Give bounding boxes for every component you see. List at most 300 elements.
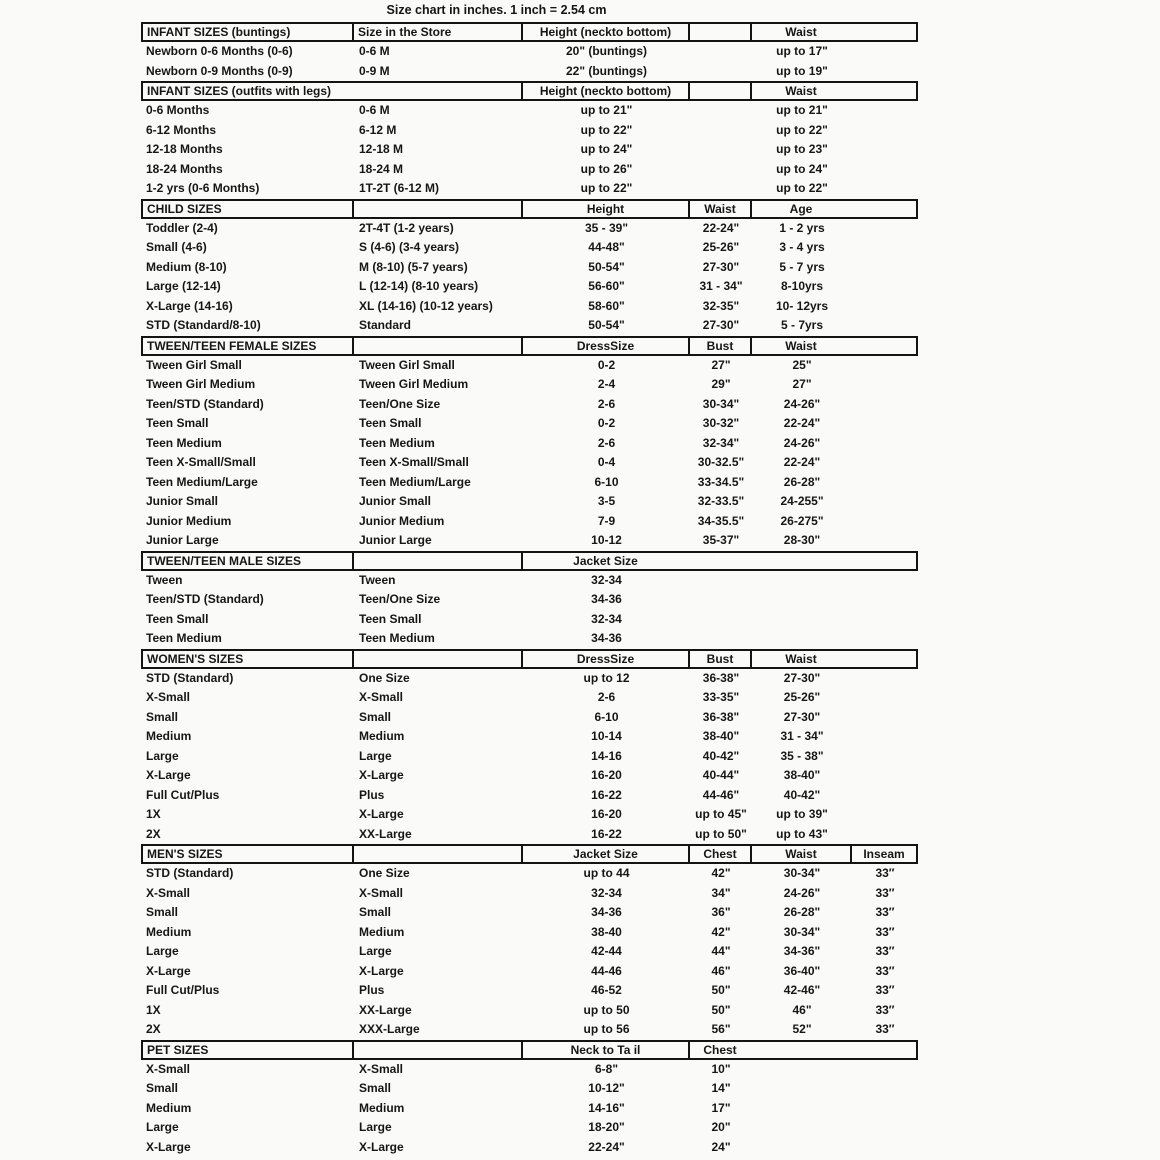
section-header-child bbox=[141, 199, 918, 219]
table-cell: Junior Medium bbox=[359, 513, 445, 528]
table-cell: 24-26" bbox=[783, 435, 821, 450]
table-row bbox=[141, 492, 918, 512]
table-cell: 52" bbox=[792, 1022, 812, 1036]
header-cell bbox=[354, 651, 523, 667]
table-row bbox=[141, 160, 918, 180]
table-cell: Teen Medium bbox=[359, 435, 435, 450]
table-cell bbox=[690, 101, 752, 121]
table-cell: Medium bbox=[359, 729, 405, 743]
table-row bbox=[141, 42, 918, 62]
table-cell: 40-42" bbox=[783, 787, 821, 802]
table-row bbox=[141, 981, 918, 1001]
table-cell: 0-6 M bbox=[359, 44, 390, 58]
table-cell: X-Small bbox=[359, 1061, 404, 1076]
table-row bbox=[141, 669, 918, 689]
header-cell: Age bbox=[789, 201, 813, 216]
table-cell: Tween Girl Small bbox=[359, 357, 455, 372]
table-row bbox=[141, 1020, 918, 1040]
table-cell: Small (4-6) bbox=[146, 240, 207, 254]
header-cell bbox=[354, 1042, 523, 1058]
table-cell: 10-14 bbox=[591, 729, 622, 743]
table-cell: Small bbox=[146, 905, 179, 919]
table-cell: 1X bbox=[146, 807, 161, 821]
table-cell: 31 - 34" bbox=[699, 279, 743, 293]
table-cell: 40-44" bbox=[702, 768, 740, 782]
table-cell: M (8-10) (5-7 years) bbox=[359, 259, 468, 274]
table-row bbox=[141, 414, 918, 434]
table-row bbox=[141, 590, 918, 610]
table-cell: 46" bbox=[711, 963, 731, 978]
table-cell: Large bbox=[359, 748, 392, 763]
table-cell: 3 - 4 yrs bbox=[779, 240, 825, 254]
table-cell: 42-46" bbox=[783, 983, 821, 997]
table-cell: X-Small bbox=[359, 885, 404, 900]
table-cell: Newborn 0-6 Months (0-6) bbox=[146, 44, 293, 58]
table-cell: X-Large bbox=[146, 768, 191, 782]
table-cell bbox=[690, 160, 752, 180]
header-cell: Jacket Size bbox=[573, 553, 638, 568]
table-cell bbox=[690, 179, 752, 199]
header-cell: TWEEN/TEEN FEMALE SIZES bbox=[143, 338, 354, 354]
table-row bbox=[141, 688, 918, 708]
table-row bbox=[141, 356, 918, 376]
table-cell: Tween Girl Medium bbox=[359, 377, 469, 391]
table-cell: XL (14-16) (10-12 years) bbox=[359, 298, 493, 313]
table-row bbox=[141, 1138, 918, 1158]
table-row bbox=[141, 903, 918, 923]
table-cell: 1T-2T (6-12 M) bbox=[359, 181, 440, 195]
table-cell bbox=[690, 42, 752, 62]
table-cell: Teen Medium bbox=[359, 631, 435, 645]
table-cell: 0-4 bbox=[597, 455, 616, 469]
table-cell bbox=[690, 121, 752, 141]
chart-title: Size chart in inches. 1 inch = 2.54 cm bbox=[386, 3, 607, 17]
table-cell: 6-12 Months bbox=[146, 122, 217, 137]
table-row bbox=[141, 1118, 918, 1138]
table-cell: up to 12 bbox=[583, 670, 630, 685]
header-cell: DressSize bbox=[523, 651, 690, 667]
table-cell: Junior Medium bbox=[146, 513, 232, 528]
table-cell: 30-32" bbox=[702, 416, 740, 430]
table-cell: up to 22" bbox=[776, 122, 828, 137]
table-cell: 32-34" bbox=[702, 435, 740, 450]
table-cell: 6-8" bbox=[594, 1061, 619, 1076]
table-cell: Medium bbox=[359, 924, 405, 939]
table-row bbox=[141, 571, 918, 591]
table-cell: up to 24" bbox=[776, 161, 828, 176]
table-cell: 16-20 bbox=[591, 807, 622, 821]
table-cell: 6-12 M bbox=[359, 122, 397, 137]
table-cell: 25-26" bbox=[702, 240, 740, 254]
table-row bbox=[141, 629, 918, 649]
header-cell: Height (neckto bottom) bbox=[523, 24, 690, 40]
table-row bbox=[141, 219, 918, 239]
table-row bbox=[141, 786, 918, 806]
table-cell: 0-2 bbox=[597, 357, 616, 372]
header-cell: Waist bbox=[690, 201, 752, 217]
table-cell: X-Small bbox=[146, 885, 191, 900]
table-cell: 46-52 bbox=[591, 983, 622, 997]
table-cell: Large bbox=[359, 944, 392, 958]
table-cell: up to 22" bbox=[776, 181, 828, 195]
header-cell: WOMEN'S SIZES bbox=[143, 651, 354, 667]
table-cell: Teen Medium bbox=[146, 631, 222, 645]
table-cell: Medium bbox=[359, 1100, 405, 1115]
table-row bbox=[141, 473, 918, 493]
table-cell: Medium bbox=[146, 729, 192, 743]
table-row bbox=[141, 512, 918, 532]
table-cell: 27-30" bbox=[702, 318, 740, 332]
table-cell: 10-12" bbox=[588, 1081, 625, 1095]
table-cell: 30-34" bbox=[702, 396, 740, 411]
table-cell: STD (Standard) bbox=[146, 866, 234, 880]
table-cell: 3-5 bbox=[597, 494, 616, 508]
table-cell: 14-16" bbox=[588, 1100, 625, 1115]
header-cell: Size in the Store bbox=[354, 24, 523, 40]
table-cell: 16-22 bbox=[591, 826, 622, 841]
table-cell: Tween Girl Medium bbox=[146, 377, 256, 391]
table-cell: 18-20" bbox=[588, 1120, 625, 1134]
section-header-tween-teen-male bbox=[141, 551, 918, 571]
header-cell: Waist bbox=[785, 651, 817, 666]
table-cell: X-Large bbox=[146, 963, 191, 978]
table-cell: XX-Large bbox=[359, 1002, 412, 1017]
table-cell: 2-6 bbox=[597, 396, 616, 411]
table-cell: XX-Large bbox=[359, 826, 412, 841]
table-cell: Tween bbox=[146, 572, 183, 587]
table-cell: 32-35" bbox=[702, 298, 740, 313]
header-cell: Chest bbox=[690, 846, 752, 862]
table-row bbox=[141, 942, 918, 962]
table-cell: 1 - 2 yrs bbox=[779, 220, 825, 235]
header-cell: PET SIZES bbox=[143, 1042, 354, 1058]
table-cell: 18-24 M bbox=[359, 161, 404, 176]
table-cell: 24-26" bbox=[783, 885, 821, 900]
table-cell: 10" bbox=[711, 1061, 731, 1076]
table-cell: Teen Medium bbox=[146, 435, 222, 450]
table-cell: 33″ bbox=[875, 905, 895, 919]
table-cell: Teen Medium/Large bbox=[146, 474, 258, 489]
table-cell: 2X bbox=[146, 1022, 161, 1036]
table-cell: X-Large bbox=[359, 807, 404, 821]
table-cell: Standard bbox=[359, 318, 412, 332]
table-cell: Junior Small bbox=[146, 494, 219, 508]
table-cell: 36-38" bbox=[702, 670, 740, 685]
table-cell: 26-28" bbox=[783, 905, 821, 919]
table-row bbox=[141, 297, 918, 317]
table-cell: 32-34 bbox=[591, 885, 622, 900]
table-cell: Large bbox=[146, 944, 179, 958]
table-cell: Teen/One Size bbox=[359, 592, 441, 606]
table-row bbox=[141, 375, 918, 395]
table-cell: Newborn 0-9 Months (0-9) bbox=[146, 63, 293, 78]
table-cell: 20" (buntings) bbox=[565, 44, 648, 58]
table-cell: Teen Small bbox=[146, 611, 209, 626]
table-cell: Small bbox=[146, 1081, 179, 1095]
header-cell: Jacket Size bbox=[523, 846, 690, 862]
table-cell: 22-24" bbox=[783, 455, 821, 469]
table-cell: 0-6 M bbox=[359, 103, 390, 117]
table-cell: up to 22" bbox=[580, 122, 633, 137]
table-cell: 6-10 bbox=[594, 474, 619, 489]
table-cell: 2T-4T (1-2 years) bbox=[359, 220, 454, 235]
section-header-infant-buntings bbox=[141, 22, 918, 42]
table-cell: X-Large bbox=[359, 1139, 404, 1154]
table-cell: Junior Large bbox=[146, 533, 219, 547]
table-row bbox=[141, 101, 918, 121]
table-row bbox=[141, 531, 918, 551]
table-row bbox=[141, 395, 918, 415]
table-cell: 33″ bbox=[875, 885, 895, 900]
header-cell: Waist bbox=[785, 84, 817, 98]
table-cell: 16-20 bbox=[591, 768, 622, 782]
table-cell: 16-22 bbox=[591, 787, 622, 802]
size-chart-table bbox=[141, 22, 918, 1157]
table-cell: 30-32.5" bbox=[697, 455, 745, 469]
table-cell: 44" bbox=[711, 944, 731, 958]
table-cell: 1-2 yrs (0-6 Months) bbox=[146, 181, 260, 195]
table-row bbox=[141, 179, 918, 199]
table-cell: Teen X-Small/Small bbox=[146, 455, 256, 469]
header-cell bbox=[354, 553, 523, 569]
table-row bbox=[141, 962, 918, 982]
table-cell: 29" bbox=[711, 377, 731, 391]
table-cell: Small bbox=[146, 709, 179, 724]
table-cell: L (12-14) (8-10 years) bbox=[359, 279, 479, 293]
table-row bbox=[141, 1099, 918, 1119]
table-cell: 25" bbox=[792, 357, 812, 372]
table-cell: up to 39" bbox=[776, 807, 828, 821]
table-cell: 1X bbox=[146, 1002, 161, 1017]
table-cell: up to 21" bbox=[776, 103, 828, 117]
header-cell: Inseam bbox=[863, 847, 905, 861]
table-cell: 25-26" bbox=[783, 690, 821, 704]
table-cell: 36-38" bbox=[702, 709, 740, 724]
table-cell: 7-9 bbox=[597, 513, 616, 528]
table-row bbox=[141, 864, 918, 884]
table-cell: 34-35.5" bbox=[697, 513, 745, 528]
table-cell: STD (Standard) bbox=[146, 670, 234, 685]
table-cell: 26-275" bbox=[780, 513, 824, 528]
header-cell: Waist bbox=[785, 25, 817, 39]
table-cell: 17" bbox=[711, 1100, 731, 1115]
table-cell: 33″ bbox=[875, 963, 895, 978]
table-row bbox=[141, 121, 918, 141]
table-cell: up to 56 bbox=[583, 1022, 630, 1036]
table-cell: Medium bbox=[146, 1100, 192, 1115]
table-cell: 2-6 bbox=[597, 690, 616, 704]
header-cell bbox=[354, 338, 523, 354]
header-cell: CHILD SIZES bbox=[143, 201, 354, 217]
header-cell: MEN'S SIZES bbox=[143, 846, 354, 862]
table-row bbox=[141, 62, 918, 82]
table-cell: 2-4 bbox=[597, 377, 616, 391]
table-cell bbox=[690, 62, 752, 82]
header-cell bbox=[690, 24, 752, 40]
table-cell: Plus bbox=[359, 787, 385, 802]
table-cell: 33-35" bbox=[702, 690, 740, 704]
table-cell: Teen Medium/Large bbox=[359, 474, 471, 489]
table-row bbox=[141, 610, 918, 630]
header-cell: Chest bbox=[703, 1042, 737, 1057]
table-cell: Large (12-14) bbox=[146, 279, 221, 293]
header-cell: Height bbox=[523, 201, 690, 217]
table-row bbox=[141, 434, 918, 454]
table-cell: 27-30" bbox=[783, 709, 821, 724]
table-cell: 27" bbox=[792, 377, 812, 391]
table-cell: 22-24" bbox=[783, 416, 821, 430]
table-cell: 33″ bbox=[875, 1022, 895, 1036]
table-cell: Medium (8-10) bbox=[146, 259, 227, 274]
table-cell: 0-6 Months bbox=[146, 103, 210, 117]
table-row bbox=[141, 805, 918, 825]
header-cell bbox=[354, 201, 523, 217]
table-cell: 10- 12yrs bbox=[775, 298, 829, 313]
table-cell: 28-30" bbox=[783, 533, 821, 547]
table-cell: 36" bbox=[711, 905, 731, 919]
header-cell: INFANT SIZES (outfits with legs) bbox=[143, 83, 523, 99]
table-cell: 56" bbox=[711, 1022, 731, 1036]
table-cell: 42-44 bbox=[591, 944, 622, 958]
table-cell: 22" (buntings) bbox=[565, 63, 648, 78]
table-cell: 33-34.5" bbox=[697, 474, 745, 489]
table-cell: 2-6 bbox=[597, 435, 616, 450]
table-cell: 44-46 bbox=[591, 963, 622, 978]
section-header-pet bbox=[141, 1040, 918, 1060]
table-cell: Medium bbox=[146, 924, 192, 939]
header-cell: INFANT SIZES (buntings) bbox=[143, 24, 354, 40]
table-cell: Small bbox=[359, 709, 392, 724]
table-cell: 30-34" bbox=[783, 924, 821, 939]
table-cell: up to 44 bbox=[583, 866, 630, 880]
table-row bbox=[141, 1060, 918, 1080]
table-cell: Small bbox=[359, 1081, 392, 1095]
table-cell: Teen X-Small/Small bbox=[359, 455, 469, 469]
table-cell: up to 21" bbox=[580, 103, 633, 117]
table-row bbox=[141, 277, 918, 297]
table-row bbox=[141, 766, 918, 786]
table-cell: 34-36" bbox=[783, 944, 821, 958]
table-cell: 0-9 M bbox=[359, 63, 390, 78]
table-cell: X-Small bbox=[146, 690, 191, 704]
table-cell: 36-40" bbox=[783, 963, 821, 978]
header-cell bbox=[690, 83, 752, 99]
table-cell: 50-54" bbox=[588, 259, 625, 274]
table-row bbox=[141, 316, 918, 336]
table-cell: 27-30" bbox=[702, 259, 740, 274]
table-cell: 34" bbox=[711, 885, 731, 900]
table-cell: One Size bbox=[359, 670, 410, 685]
table-cell: 20" bbox=[711, 1120, 731, 1134]
table-cell: 34-36 bbox=[591, 592, 622, 606]
table-cell: 6-10 bbox=[594, 709, 619, 724]
header-cell: TWEEN/TEEN MALE SIZES bbox=[143, 553, 354, 569]
table-cell: Teen/STD (Standard) bbox=[146, 396, 264, 411]
table-cell: 38-40" bbox=[702, 729, 740, 743]
table-cell: X-Large bbox=[146, 1139, 191, 1154]
table-row bbox=[141, 1079, 918, 1099]
table-cell: 44-48" bbox=[588, 240, 625, 254]
table-row bbox=[141, 238, 918, 258]
table-cell: 12-18 Months bbox=[146, 142, 223, 156]
table-cell: 2X bbox=[146, 826, 161, 841]
table-cell: up to 22" bbox=[580, 181, 633, 195]
table-cell: X-Small bbox=[359, 690, 404, 704]
table-cell: 32-33.5" bbox=[697, 494, 745, 508]
table-cell: Teen/One Size bbox=[359, 396, 441, 411]
table-cell: 30-34" bbox=[783, 866, 821, 880]
table-cell: 50" bbox=[711, 1002, 731, 1017]
table-cell: 22-24" bbox=[588, 1139, 625, 1154]
table-row bbox=[141, 923, 918, 943]
table-row bbox=[141, 140, 918, 160]
table-cell: 42" bbox=[711, 924, 731, 939]
table-cell: X-Large (14-16) bbox=[146, 298, 233, 313]
table-cell: 58-60" bbox=[588, 298, 625, 313]
table-cell: X-Large bbox=[359, 768, 404, 782]
header-cell: Height (neckto bottom) bbox=[523, 83, 690, 99]
header-cell: Bust bbox=[690, 338, 752, 354]
table-cell: Small bbox=[359, 905, 392, 919]
table-cell: up to 45" bbox=[695, 807, 747, 821]
table-row bbox=[141, 453, 918, 473]
table-cell: 50-54" bbox=[588, 318, 625, 332]
table-cell: up to 43" bbox=[776, 826, 828, 841]
table-cell: 34-36 bbox=[591, 905, 622, 919]
table-cell: 40-42" bbox=[702, 748, 740, 763]
table-cell: 38-40" bbox=[783, 768, 821, 782]
table-cell: 35 - 39" bbox=[584, 220, 629, 235]
table-cell: Teen/STD (Standard) bbox=[146, 592, 264, 606]
table-cell: Junior Small bbox=[359, 494, 432, 508]
table-cell: 44-46" bbox=[702, 787, 740, 802]
table-cell: Toddler (2-4) bbox=[146, 220, 218, 235]
table-cell: 27" bbox=[711, 357, 731, 372]
table-cell: 33″ bbox=[875, 866, 895, 880]
table-cell: Large bbox=[359, 1120, 392, 1134]
table-cell: 50" bbox=[711, 983, 731, 997]
table-cell: S (4-6) (3-4 years) bbox=[359, 240, 460, 254]
table-cell: 32-34 bbox=[591, 572, 622, 587]
table-cell: 26-28" bbox=[783, 474, 821, 489]
table-row bbox=[141, 747, 918, 767]
table-cell: 34-36 bbox=[591, 631, 622, 645]
table-cell: 12-18 M bbox=[359, 142, 404, 156]
table-cell: 18-24 Months bbox=[146, 161, 223, 176]
table-cell: Junior Large bbox=[359, 533, 432, 547]
table-cell: X-Large bbox=[359, 963, 404, 978]
table-cell: 8-10yrs bbox=[780, 279, 824, 293]
table-cell: Tween Girl Small bbox=[146, 357, 242, 372]
table-cell bbox=[690, 140, 752, 160]
table-cell: Full Cut/Plus bbox=[146, 787, 220, 802]
table-cell: STD (Standard/8-10) bbox=[146, 318, 261, 332]
header-cell: Neck to Ta il bbox=[523, 1042, 690, 1058]
table-cell: up to 17" bbox=[776, 44, 828, 58]
table-cell: up to 50 bbox=[583, 1002, 630, 1017]
table-row bbox=[141, 727, 918, 747]
table-row bbox=[141, 708, 918, 728]
header-cell: Bust bbox=[690, 651, 752, 667]
table-cell: 33″ bbox=[875, 983, 895, 997]
table-cell: Teen Small bbox=[359, 611, 422, 626]
table-cell: Large bbox=[146, 1120, 179, 1134]
table-cell: 14-16 bbox=[591, 748, 622, 763]
table-cell: 24-26" bbox=[783, 396, 821, 411]
section-header-mens bbox=[141, 844, 918, 864]
table-cell: 38-40 bbox=[591, 924, 622, 939]
header-cell bbox=[354, 846, 523, 862]
